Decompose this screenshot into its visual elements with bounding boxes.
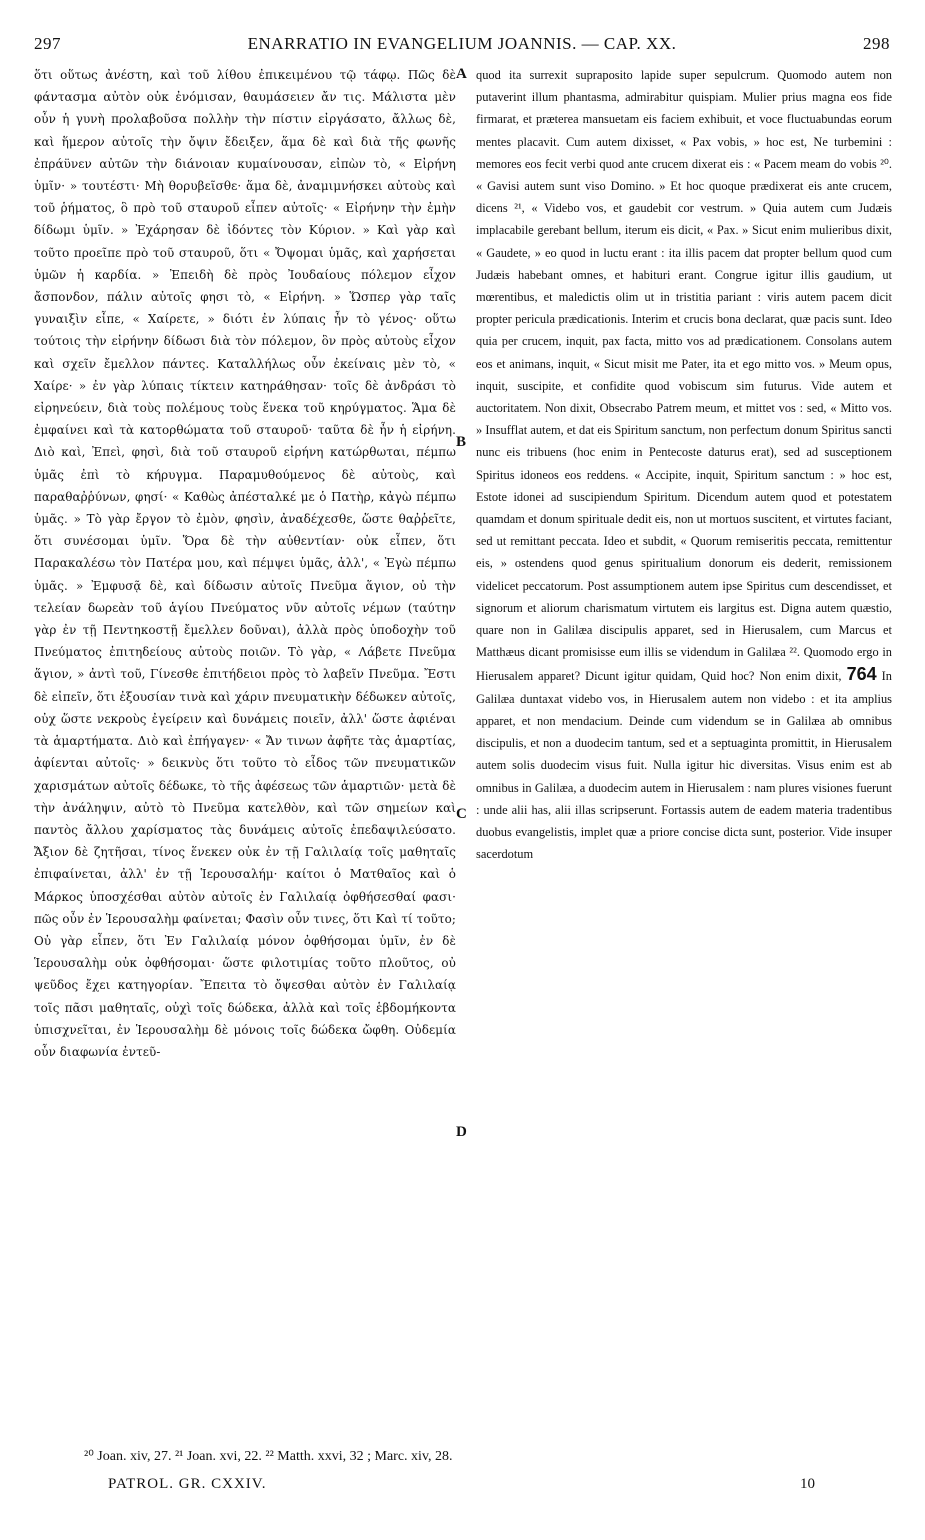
- page-header: [34, 34, 890, 60]
- section-marker-d: D: [456, 1124, 467, 1140]
- latin-text-after: In Galilæa duntaxat videbo vos, in Hierusalem autem non videbo : et ita amplius apparet, et non mendacium. Deinde cum videndum se in Galilæa ab omnibus discipulis, et non a duodecim tantum, sed et a septuaginta promittit, in Hierusalem autem solis duodecim visus fuit. Nulla igitur hic diversitas. Visus enim est ab omnibus in Galilæa, a duodecim autem in Hierusalem : nam plures visiones fuerunt : unde alii has, alii illas scripserunt. Fortassis autem de eadem materia tradentibus duobus evangelistis, implet quæ a priore concise dicta sunt, posterior. Vide insuper sacerdotum: [476, 669, 892, 862]
- greek-text: ὅτι οὕτως ἀνέστη, καὶ τοῦ λίθου ἐπικειμένου τῷ τάφῳ. Πῶς δὲ φάντασμα αὐτὸν οὐκ ἐνόμισαν, θαυμάσειεν ἄν τις. Μάλιστα μὲν οὖν ἡ γυνὴ προλαβοῦσα πολλὴν τὴν πίστιν εἰργάσατο, ἄλλως δὲ, καὶ ἥμερον αὐτοῖς τὴν ὄψιν ἔδειξεν, ἅμα δὲ καὶ διὰ τῆς φωνῆς ἐπράϋνεν αὐτῶν τὴν διάνοιαν κυμαίνουσαν, εἰπὼν τὸ, « Εἰρήνη ὑμῖν· » τουτέστι· Μὴ θορυβεῖσθε· ἅμα δὲ, ἀναμιμνήσκει αὐτοὺς καὶ τοῦ ῥήματος, ὃ πρὸ τοῦ σταυροῦ εἶπεν αὐτοῖς· « Εἰρήνην τὴν ἐμὴν δίδωμι ὑμῖν. » Ἐχάρησαν δὲ ἰδόντες τὸν Κύριον. » Καὶ γὰρ καὶ τοῦτο προεῖπε πρὸ τοῦ σταυροῦ, ὅτι « Ὄψομαι ὑμᾶς, καὶ χαρήσεται ὑμῶν ἡ καρδία. » Ἐπειδὴ δὲ πρὸς Ἰουδαίους πόλεμον εἶχον ἄσπονδον, πάλιν αὐτοῖς φησι τὸ, « Εἰρήνη. » Ὥσπερ γὰρ ταῖς γυναιξὶν εἶπε, « Χαίρετε, » διότι ἐν λύπαις ἦν τὸ γένος· οὕτω τούτοις τὴν εἰρήνην δίδωσι διὰ τὸν πόλεμον, ὃν πρὸς αὐτοὺς εἶχον καὶ σχεῖν ἔμελλον πάντες. Καταλλήλως οὖν ἐκείναις μὲν τὸ, « Χαίρε· » ἐν γὰρ λύπαις τίκτειν κατηράθησαν· τοῖς δὲ ἀνδράσι τὸ εἰρηνεύειν, διὰ τοὺς πολέμους τοὺς ἕνεκα τοῦ κηρύγματος. Ἅμα δὲ ἐμφαίνει καὶ τὰ κατορθώματα τοῦ σταυροῦ· ταῦτα δὲ ἦν ἡ εἰρήνη. Διὸ καὶ, Ἐπεὶ, φησὶ, διὰ τοῦ σταυροῦ εἰρήνη κατώρθωται, πέμπω ὑμᾶς ἐπὶ τὸ κήρυγμα. Παραμυθούμενος δὲ αὐτοὺς, καὶ παραθαῤῥύνων, φησί· « Καθὼς ἀπέσταλκέ με ὁ Πατὴρ, κἀγὼ πέμπω ὑμᾶς. » Τὸ γὰρ ἔργον τὸ ἐμὸν, φησὶν, ἀναδέχεσθε, ὥστε θαῤῥεῖτε, ὅτι συνέσομαι ὑμῖν. Ὅρα δὲ τὴν αὐθεντίαν· οὐκ εἶπεν, ὅτι Παρακαλέσω τὸν Πατέρα μου, καὶ πέμψει ὑμᾶς, ἀλλ', « Ἐγὼ πέμπω ὑμᾶς. » Ἐμφυσᾷ δὲ, καὶ δίδωσιν αὐτοῖς Πνεῦμα ἅγιον, οὐ τὴν τελείαν δωρεὰν τοῦ ἁγίου Πνεύματος νῦν αὐτοῖς νέμων (ταύτην γὰρ ἐν τῇ Πεντηκοστῇ ἔμελλεν δοῦναι), ἀλλὰ πρὸς ὑποδοχὴν τοῦ Πνεύματος ἐπιτηδείους αὐτοὺς ποιῶν. Τὸ γὰρ, « Λάβετε Πνεῦμα ἅγιον, » ἀντὶ τοῦ, Γίνεσθε ἐπιτήδειοι πρὸς τὸ λαβεῖν Πνεῦμα. Ἔστι δὲ εἰπεῖν, ὅτι ἐξουσίαν τινὰ καὶ χάριν πνευματικὴν δέδωκεν αὐτοῖς, οὐχ ὥστε νεκροὺς ἐγείρειν καὶ δυνάμεις ποιεῖν, ἀλλ' ὥστε ἀφιέναι τὰ ἁμαρτήματα. Διὸ καὶ ἐπήγαγεν· « Ἄν τινων ἀφῆτε τὰς ἁμαρτίας, ἀφίενται αὐτοῖς· » δεικνὺς ὅτι τοῦτο τὸ εἶδος τῶν πνευματικῶν χαρισμάτων αὐτοῖς δέδωκε, τὸ τῆς ἀφέσεως τῶν ἁμαρτιῶν· μετὰ δὲ τὴν ἀνάληψιν, αὐτὸ τὸ Πνεῦμα κατελθὸν, καὶ τῶν σημείων καὶ παντὸς ἄλλου χαρίσματος τὰς δυνάμεις αὐτοῖς ἐπεδαψιλεύσατο. Ἄξιον δὲ ζητῆσαι, τίνος ἕνεκεν οὐκ ἐν τῇ Γαλιλαίᾳ τοῖς μαθηταῖς ἐπιφαίνεται, ἀλλ' ἐν τῇ Ἱερουσαλήμ· καίτοι ὁ Ματθαῖος καὶ ὁ Μάρκος ὑποσχέσθαι αὐτὸν αὐτοῖς ἐν Γαλιλαίᾳ ὀφθήσεσθαί φασι· πῶς οὖν ἐν Ἱερουσαλὴμ φαίνεται; Φασὶν οὖν τινες, ὅτι Καὶ τί τοῦτο; Οὐ γὰρ εἶπεν, ὅτι Ἐν Γαλιλαίᾳ μόνον ὀφθήσομαι ὑμῖν, ἐν δὲ Ἱερουσαλὴμ οὐκ ὀφθήσομαι· ὥστε φιλοτιμίας τοῦτο πλοῦτος, οὐ ψεῦδος ἔχει κατηγορίαν. Ἔπειτα τὸ ὄψεσθαι αὐτὸν ἐν Γαλιλαίᾳ τοῖς πᾶσι μαθηταῖς, οὐχὶ τοῖς δώδεκα, ἀλλὰ καὶ τοῖς ἑβδομήκοντα ὑπισχνεῖται, ἐν Ἱερουσαλὴμ δὲ μόνοις τοῖς δώδεκα ὤφθη. Οὐδεμία οὖν διαφωνία ἐντεῦ-: [34, 68, 456, 1059]
- section-marker-c: C: [456, 806, 467, 822]
- column-number: 764: [846, 664, 877, 685]
- footer-sheet-number: 10: [800, 1476, 815, 1492]
- footer-signature: PATROL. GR. CXXIV.: [108, 1476, 267, 1492]
- footnotes: ²⁰ Joan. xiv, 27. ²¹ Joan. xvi, 22. ²² Matth. xxvi, 32 ; Marc. xiv, 28.: [84, 1449, 453, 1464]
- running-title: ENARRATIO IN EVANGELIUM JOANNIS. — CAP. XX.: [247, 34, 677, 53]
- greek-column: [34, 64, 456, 1434]
- latin-text: [476, 64, 892, 865]
- page-number-right: 298: [863, 34, 890, 53]
- latin-column: [476, 64, 892, 1434]
- section-marker-a: A: [456, 66, 467, 82]
- section-marker-b: B: [456, 434, 467, 450]
- page-number-left: 297: [34, 34, 61, 53]
- latin-text-before: quod ita surrexit supraposito lapide super sepulcrum. Quomodo autem non putaverint illum phantasma, admirabitur quispiam. Mulier prius magna eos fide firmarat, et præterea mansuetam eis faciem exhibuit, et voce fluctuabundas eorum mentes placavit. Cum autem dixisset, « Pax vobis, » hoc est, Ne turbemini : memores eos fecit verbi quod ante crucem dixerat eis : « Pacem meam do vobis ²⁰. « Gavisi autem sunt viso Domino. » Et hoc quoque prædixerat eis ante crucem, dicens ²¹, « Videbo vos, et gaudebit cor vestrum. » Quia autem cum Judæis implacabile gerebant bellum, iterum eis dicit, « Pax. » Sicut enim mulieribus dixit, « Gaudete, » eo quod in luctu erant : ita illis pacem dat propter bellum quod cum Judæis habebant omnes, et habituri erant. Congrue igitur illis gaudium, ut mœrentibus, et maledictis olim ut in tristitia pariant : viris autem pacem dicit propter pericula prædicationis. Interim et crucis bona declarat, quæ pacis sunt. Ideo quia per crucem, inquit, pax facta, mitto vos ad prædicationem. Consolans autem eos et animans, inquit, « Sicut misit me Pater, ita et ego mitto vos. » Meum opus, inquit, suscipite, et confidite quod vobiscum sim futurus. Vide autem et auctoritatem. Non dixit, Obsecrabo Patrem meum, et mittet vos : sed, « Mitto vos. » Insufflat autem, et dat eis Spiritum sanctum, non perfectum donum Spiritus sancti nunc eis tribuens (hoc enim in Pentecoste daturus erat), sed ad susceptionem Spiritus idoneos eos reddens. « Accipite, inquit, Spiritum sanctum : » hoc est, Estote idonei ad suscipiendum Spiritum. Dicendum autem quod et potestatem quamdam et donum spirituale dedit eis, non ut mortuos suscitent, et virtutes faciant, sed ut remittant peccata. Ideo et subdit, « Quorum remiseritis peccata, remittentur eis, » ostendens quod genus spiritualium donorum eis dederit, remissionem videlicet peccatorum. Post assumptionem autem ipse Spiritus cum descendisset, et signorum et aliorum charismatum virtutem eis largitus est. Digna autem quæstio, quare non in Galilæa discipulis apparet, sed in Hierusalem, cum Marcus et Matthæus dicant promisisse eum illis se videndum in Galilæa ²². Quomodo ergo in Hierusalem apparet? Dicunt igitur quidam, Quid hoc? Non enim dixit,: [476, 68, 892, 684]
